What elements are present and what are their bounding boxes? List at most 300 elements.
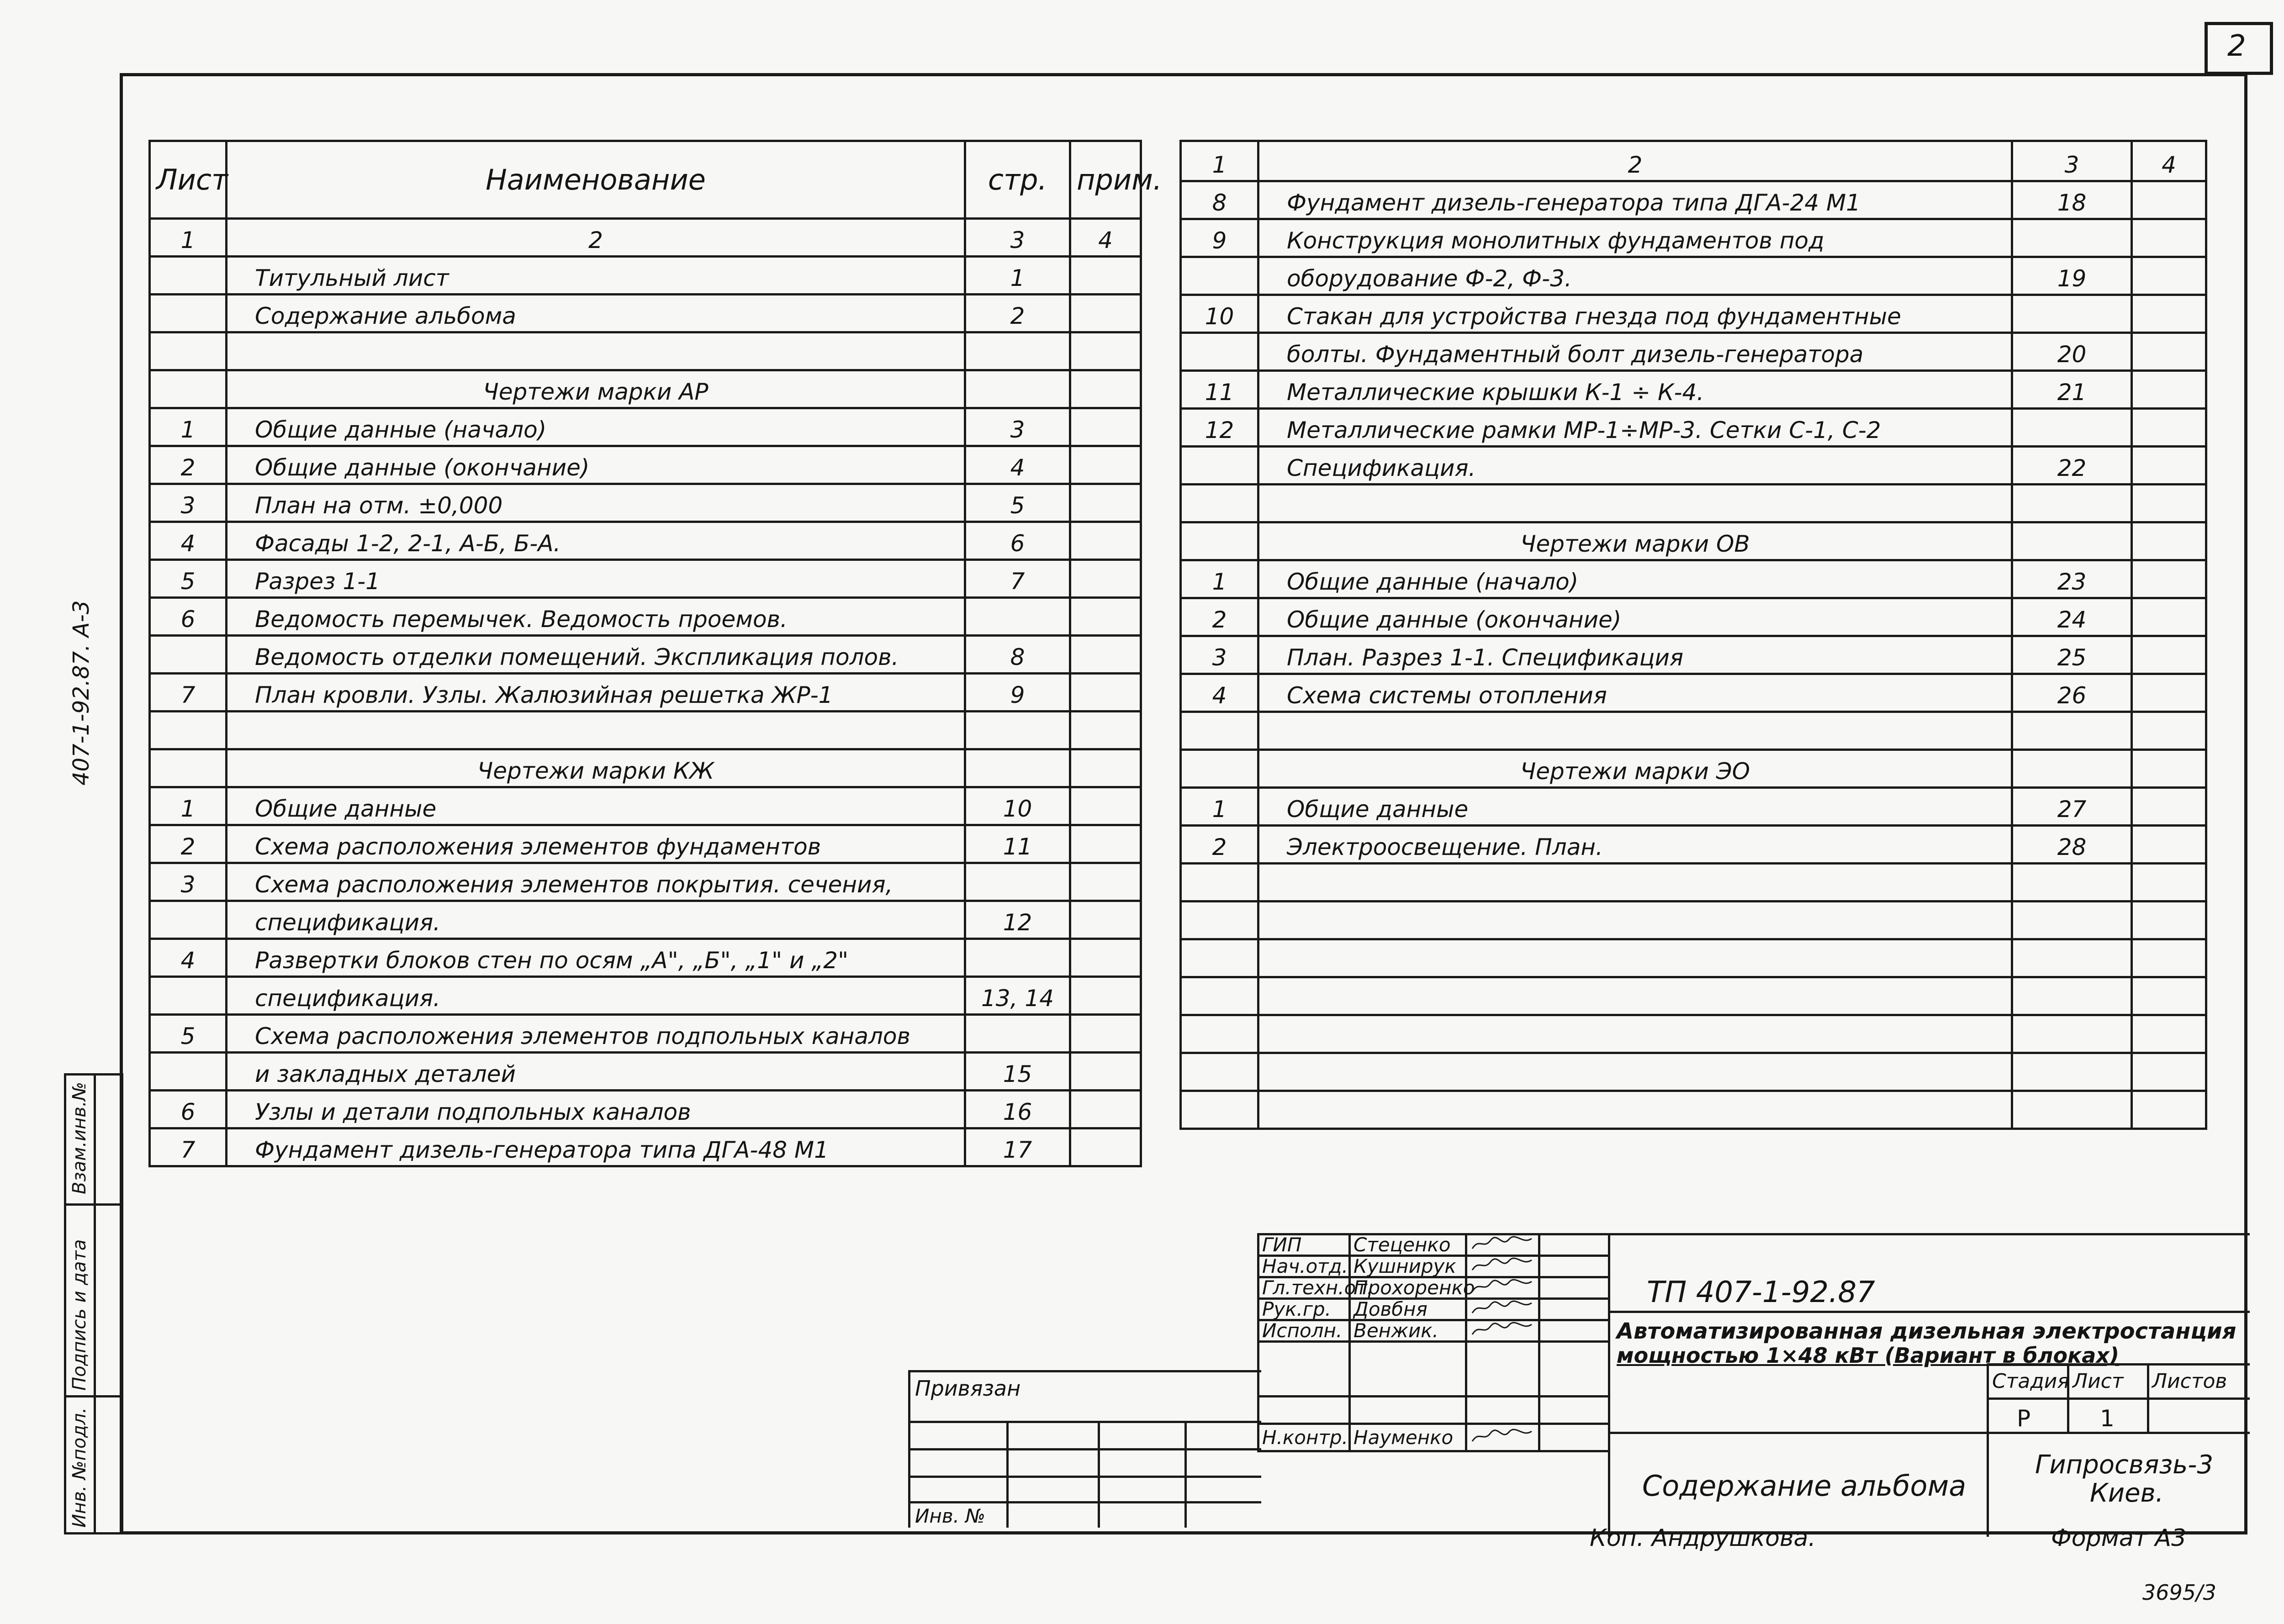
table-row	[1181, 1015, 2206, 1053]
table-row	[1181, 257, 2206, 295]
table-row	[1181, 219, 2206, 257]
row-name	[1258, 939, 2012, 977]
grid-line	[1006, 1421, 1009, 1528]
table-row	[150, 863, 1141, 901]
row-number: 7	[150, 1128, 227, 1166]
row-name: Развертки блоков стен по осям „А", „Б", „1" и „2"	[227, 939, 965, 977]
row-page: 28	[2012, 826, 2132, 864]
handwritten-signature	[1470, 1429, 1534, 1444]
row-name: Общие данные (начало)	[227, 408, 965, 446]
project-title-1: Автоматизированная дизельная электростанция	[1617, 1318, 2236, 1344]
role-label: Рук.гр.	[1258, 1299, 1350, 1320]
row-note	[2132, 1053, 2206, 1091]
row-number	[1181, 522, 1258, 560]
sheet-header: Лист	[2073, 1370, 2124, 1393]
row-page: 18	[2012, 181, 2132, 219]
row-page	[2012, 485, 2132, 522]
row-page: 2	[965, 295, 1070, 332]
table-row	[150, 332, 1141, 370]
signature-row	[1258, 1342, 1609, 1397]
table-row	[150, 636, 1141, 674]
header-sheet: Лист	[150, 141, 227, 219]
row-number: 5	[150, 1015, 227, 1053]
row-page	[2012, 750, 2132, 788]
row-note	[2132, 636, 2206, 674]
row-page: 4	[965, 446, 1070, 484]
header-name: Наименование	[227, 141, 965, 219]
table-row	[1181, 560, 2206, 598]
role-label: Гл.техн.от.	[1258, 1277, 1350, 1299]
table-row	[150, 598, 1141, 636]
table-row	[1181, 712, 2206, 750]
signature-cell	[1466, 1342, 1539, 1397]
colnum: 4	[2132, 141, 2206, 181]
header-note: прим.	[1070, 141, 1141, 219]
row-number: 7	[150, 674, 227, 712]
person-name: Науменко	[1350, 1424, 1466, 1451]
signature-row	[1258, 1424, 1609, 1451]
row-note	[1070, 977, 1141, 1015]
table-row	[150, 1015, 1141, 1053]
row-page	[2012, 1091, 2132, 1129]
row-note	[2132, 864, 2206, 902]
date-cell	[1539, 1397, 1609, 1424]
grid-line	[1610, 1432, 2250, 1434]
table-row	[150, 295, 1141, 332]
table-row	[1181, 939, 2206, 977]
row-page: 23	[2012, 560, 2132, 598]
row-note	[1070, 787, 1141, 825]
table-row	[150, 1091, 1141, 1128]
row-number: 1	[150, 408, 227, 446]
row-number: 3	[150, 863, 227, 901]
row-number: 10	[1181, 295, 1258, 333]
row-page: 15	[965, 1053, 1070, 1091]
handwritten-signature	[1470, 1257, 1534, 1273]
row-note	[2132, 409, 2206, 447]
row-name: Узлы и детали подпольных каналов	[227, 1091, 965, 1128]
row-name	[1258, 1091, 2012, 1129]
signature-row	[1258, 1320, 1609, 1342]
row-name: Фундамент дизель-генератора типа ДГА-24 М1	[1258, 181, 2012, 219]
person-name	[1350, 1342, 1466, 1397]
row-number	[150, 749, 227, 787]
row-number: 2	[150, 446, 227, 484]
row-note	[1070, 939, 1141, 977]
signature-cell	[1466, 1320, 1539, 1342]
row-number: 4	[1181, 674, 1258, 712]
row-name: спецификация.	[227, 977, 965, 1015]
left-stamp	[64, 1073, 123, 1534]
row-note	[2132, 447, 2206, 485]
signature-row	[1258, 1234, 1609, 1256]
row-number	[1181, 977, 1258, 1015]
row-name	[1258, 712, 2012, 750]
signature-cell	[1466, 1397, 1539, 1424]
row-number	[1181, 447, 1258, 485]
row-name: Металлические крышки К-1 ÷ К-4.	[1258, 371, 2012, 409]
row-name: оборудование Ф-2, Ф-3.	[1258, 257, 2012, 295]
row-note	[1070, 332, 1141, 370]
row-note	[1070, 1091, 1141, 1128]
row-number	[1181, 1015, 1258, 1053]
row-note	[2132, 485, 2206, 522]
signature-row	[1258, 1256, 1609, 1277]
row-name: Общие данные (окончание)	[1258, 598, 2012, 636]
row-name: Схема расположения элементов подпольных каналов	[227, 1015, 965, 1053]
row-page: 10	[965, 787, 1070, 825]
row-note	[1070, 1015, 1141, 1053]
table-row	[1181, 485, 2206, 522]
grid-line	[1098, 1421, 1100, 1528]
row-note	[2132, 560, 2206, 598]
row-number	[1181, 750, 1258, 788]
role-label	[1258, 1342, 1350, 1397]
table-row	[150, 712, 1141, 749]
sheet-number: 2	[2227, 29, 2246, 63]
row-number	[1181, 485, 1258, 522]
table-row	[1181, 181, 2206, 219]
row-page	[2012, 409, 2132, 447]
row-page	[965, 749, 1070, 787]
row-note	[2132, 750, 2206, 788]
row-page: 26	[2012, 674, 2132, 712]
org-name-2: Киев.	[2090, 1478, 2164, 1508]
row-note	[1070, 370, 1141, 408]
title-block	[1608, 1233, 2250, 1537]
row-name: спецификация.	[227, 901, 965, 939]
table-row	[1181, 409, 2206, 447]
table-row	[1181, 333, 2206, 371]
row-page: 1	[965, 257, 1070, 295]
table-row	[150, 446, 1141, 484]
row-name: План кровли. Узлы. Жалюзийная решетка ЖР-1	[227, 674, 965, 712]
role-label	[1258, 1397, 1350, 1424]
row-note	[1070, 636, 1141, 674]
document-title: Содержание альбома	[1642, 1469, 1967, 1503]
grid-line	[66, 1395, 121, 1397]
signature-cell	[1466, 1277, 1539, 1299]
table-row	[1181, 977, 2206, 1015]
row-number	[150, 901, 227, 939]
grid-line	[1987, 1363, 2250, 1366]
org-name-1: Гипросвязь-3	[2035, 1450, 2214, 1480]
row-number	[1181, 864, 1258, 902]
row-page	[965, 712, 1070, 749]
row-note	[1070, 901, 1141, 939]
row-name: Чертежи марки КЖ	[227, 749, 965, 787]
row-note	[2132, 1091, 2206, 1129]
signature-cell	[1466, 1424, 1539, 1451]
signature-grid	[1257, 1233, 1610, 1452]
row-note	[2132, 295, 2206, 333]
table-row	[150, 1128, 1141, 1166]
grid-line	[910, 1421, 1261, 1423]
role-label: Нач.отд.	[1258, 1256, 1350, 1277]
header-page: стр.	[965, 141, 1070, 219]
date-cell	[1539, 1424, 1609, 1451]
row-page: 16	[965, 1091, 1070, 1128]
table-row	[1181, 371, 2206, 409]
table-row	[1181, 1053, 2206, 1091]
row-page	[965, 370, 1070, 408]
row-number: 11	[1181, 371, 1258, 409]
table-row	[150, 408, 1141, 446]
row-page: 12	[965, 901, 1070, 939]
table-row	[150, 560, 1141, 598]
table-row	[1181, 295, 2206, 333]
table-row	[150, 257, 1141, 295]
grid-line	[910, 1476, 1261, 1478]
person-name: Довбня	[1350, 1299, 1466, 1320]
table-row	[150, 901, 1141, 939]
table-row	[1181, 598, 2206, 636]
grid-line	[910, 1448, 1261, 1450]
row-page	[965, 332, 1070, 370]
row-number: 12	[1181, 409, 1258, 447]
row-note	[2132, 257, 2206, 295]
row-name	[1258, 902, 2012, 939]
row-note	[2132, 939, 2206, 977]
row-page: 25	[2012, 636, 2132, 674]
handwritten-signature	[1470, 1322, 1534, 1337]
row-number	[1181, 902, 1258, 939]
person-name: Стеценко	[1350, 1234, 1466, 1256]
table-row	[1181, 522, 2206, 560]
row-name: Ведомость перемычек. Ведомость проемов.	[227, 598, 965, 636]
row-note	[1070, 484, 1141, 522]
row-note	[1070, 522, 1141, 560]
row-page	[2012, 295, 2132, 333]
row-note	[1070, 257, 1141, 295]
row-number	[150, 257, 227, 295]
signature-cell	[1466, 1234, 1539, 1256]
row-name: Фундамент дизель-генератора типа ДГА-48 М1	[227, 1128, 965, 1166]
podpis-label: Подпись и дата	[69, 1239, 90, 1391]
colnum: 4	[1070, 219, 1141, 257]
table-row	[1181, 674, 2206, 712]
stage-value: Р	[2017, 1405, 2031, 1432]
row-number: 5	[150, 560, 227, 598]
signature-row	[1258, 1299, 1609, 1320]
row-number	[1181, 333, 1258, 371]
row-note	[1070, 1053, 1141, 1091]
colnum: 1	[1181, 141, 1258, 181]
row-number: 9	[1181, 219, 1258, 257]
date-cell	[1539, 1320, 1609, 1342]
table-row	[150, 484, 1141, 522]
row-number: 1	[1181, 560, 1258, 598]
row-page	[2012, 522, 2132, 560]
row-name	[1258, 485, 2012, 522]
sheet-value: 1	[2100, 1405, 2115, 1432]
project-title-2: мощностью 1×48 кВт (Вариант в блоках)	[1617, 1343, 2120, 1368]
row-page	[965, 1015, 1070, 1053]
binding-block	[908, 1370, 1261, 1528]
role-label: ГИП	[1258, 1234, 1350, 1256]
row-name: Общие данные	[1258, 788, 2012, 826]
colnum: 3	[2012, 141, 2132, 181]
signature-cell	[1466, 1299, 1539, 1320]
inv-no-label: Инв. №	[915, 1505, 986, 1527]
row-note	[1070, 446, 1141, 484]
table-row	[1181, 636, 2206, 674]
stage-header: Стадия	[1992, 1370, 2069, 1393]
row-number: 6	[150, 1091, 227, 1128]
row-note	[2132, 181, 2206, 219]
row-page	[965, 863, 1070, 901]
colnum: 2	[1258, 141, 2012, 181]
row-page: 20	[2012, 333, 2132, 371]
date-cell	[1539, 1342, 1609, 1397]
archive-number: 3695/3	[2142, 1580, 2216, 1605]
row-number: 2	[150, 825, 227, 863]
row-name: болты. Фундаментный болт дизель-генератора	[1258, 333, 2012, 371]
row-name: Общие данные	[227, 787, 965, 825]
row-page	[2012, 977, 2132, 1015]
table-row	[1181, 1091, 2206, 1129]
grid-line	[66, 1203, 121, 1206]
row-number	[150, 1053, 227, 1091]
row-name: Конструкция монолитных фундаментов под	[1258, 219, 2012, 257]
row-page: 11	[965, 825, 1070, 863]
row-name	[1258, 1053, 2012, 1091]
row-page: 6	[965, 522, 1070, 560]
row-name: Ведомость отделки помещений. Экспликация полов.	[227, 636, 965, 674]
table-row	[150, 522, 1141, 560]
row-page: 9	[965, 674, 1070, 712]
signature-row	[1258, 1277, 1609, 1299]
colnum: 3	[965, 219, 1070, 257]
row-page: 7	[965, 560, 1070, 598]
date-cell	[1539, 1277, 1609, 1299]
handwritten-signature	[1470, 1279, 1534, 1294]
row-page	[965, 939, 1070, 977]
signature-cell	[1466, 1256, 1539, 1277]
row-name: Схема расположения элементов фундаментов	[227, 825, 965, 863]
row-name: Чертежи марки ОВ	[1258, 522, 2012, 560]
table-row	[150, 939, 1141, 977]
role-label: Н.контр.	[1258, 1424, 1350, 1451]
row-page	[2012, 1053, 2132, 1091]
handwritten-signature	[1470, 1300, 1534, 1316]
grid-line	[1987, 1397, 2250, 1400]
row-note	[2132, 219, 2206, 257]
role-label: Исполн.	[1258, 1320, 1350, 1342]
row-name: Схема системы отопления	[1258, 674, 2012, 712]
row-name: Общие данные (окончание)	[227, 446, 965, 484]
row-number: 2	[1181, 598, 1258, 636]
row-number	[150, 332, 227, 370]
table-row	[150, 787, 1141, 825]
row-page: 8	[965, 636, 1070, 674]
row-note	[1070, 749, 1141, 787]
row-number: 1	[1181, 788, 1258, 826]
row-note	[1070, 825, 1141, 863]
row-note	[1070, 560, 1141, 598]
sheets-header: Листов	[2152, 1370, 2227, 1393]
row-name: Титульный лист	[227, 257, 965, 295]
row-number	[150, 295, 227, 332]
table-row	[1181, 788, 2206, 826]
row-number	[150, 636, 227, 674]
row-page: 17	[965, 1128, 1070, 1166]
row-number	[1181, 257, 1258, 295]
row-page: 3	[965, 408, 1070, 446]
vzam-label: Взам.инв.№	[69, 1081, 90, 1194]
colnum: 2	[227, 219, 965, 257]
row-name: Разрез 1-1	[227, 560, 965, 598]
row-number: 1	[150, 787, 227, 825]
row-note	[2132, 902, 2206, 939]
contents-table-right	[1179, 140, 2207, 1130]
grid-line	[1610, 1311, 2250, 1313]
row-number: 2	[1181, 826, 1258, 864]
row-page: 13, 14	[965, 977, 1070, 1015]
row-name: Спецификация.	[1258, 447, 2012, 485]
row-page: 19	[2012, 257, 2132, 295]
row-name	[1258, 864, 2012, 902]
date-cell	[1539, 1299, 1609, 1320]
row-note	[1070, 295, 1141, 332]
date-cell	[1539, 1234, 1609, 1256]
table-row	[1181, 447, 2206, 485]
table-row	[1181, 826, 2206, 864]
row-note	[2132, 674, 2206, 712]
row-note	[1070, 598, 1141, 636]
privyazan-label: Привязан	[915, 1376, 1021, 1401]
row-page	[2012, 1015, 2132, 1053]
row-note	[2132, 598, 2206, 636]
row-name: Схема расположения элементов покрытия. сечения,	[227, 863, 965, 901]
row-name: Содержание альбома	[227, 295, 965, 332]
row-page	[2012, 864, 2132, 902]
row-number: 3	[150, 484, 227, 522]
row-name: и закладных деталей	[227, 1053, 965, 1091]
grid-line	[1184, 1421, 1187, 1528]
row-name: Чертежи марки АР	[227, 370, 965, 408]
row-note	[2132, 712, 2206, 750]
grid-line	[94, 1076, 96, 1532]
row-number: 4	[150, 522, 227, 560]
row-page: 21	[2012, 371, 2132, 409]
row-number	[1181, 1053, 1258, 1091]
row-page: 24	[2012, 598, 2132, 636]
row-note	[2132, 333, 2206, 371]
margin-code: 407-1-92.87. А-3	[69, 600, 94, 786]
row-name: Фасады 1-2, 2-1, А-Б, Б-А.	[227, 522, 965, 560]
table-row	[150, 370, 1141, 408]
row-page	[2012, 219, 2132, 257]
row-note	[2132, 788, 2206, 826]
row-number	[1181, 1091, 1258, 1129]
table-row	[150, 977, 1141, 1015]
row-name: Металлические рамки МР-1÷МР-3. Сетки С-1, С-2	[1258, 409, 2012, 447]
handwritten-signature	[1470, 1236, 1534, 1251]
table-row	[150, 825, 1141, 863]
row-page: 27	[2012, 788, 2132, 826]
row-note	[2132, 826, 2206, 864]
contents-table-left	[148, 140, 1162, 1167]
row-page	[2012, 902, 2132, 939]
row-name	[227, 332, 965, 370]
inv-podl-label: Инв. №подл.	[69, 1407, 90, 1528]
row-number	[1181, 712, 1258, 750]
date-cell	[1539, 1256, 1609, 1277]
row-note	[2132, 1015, 2206, 1053]
grid-line	[910, 1501, 1261, 1503]
row-note	[1070, 712, 1141, 749]
